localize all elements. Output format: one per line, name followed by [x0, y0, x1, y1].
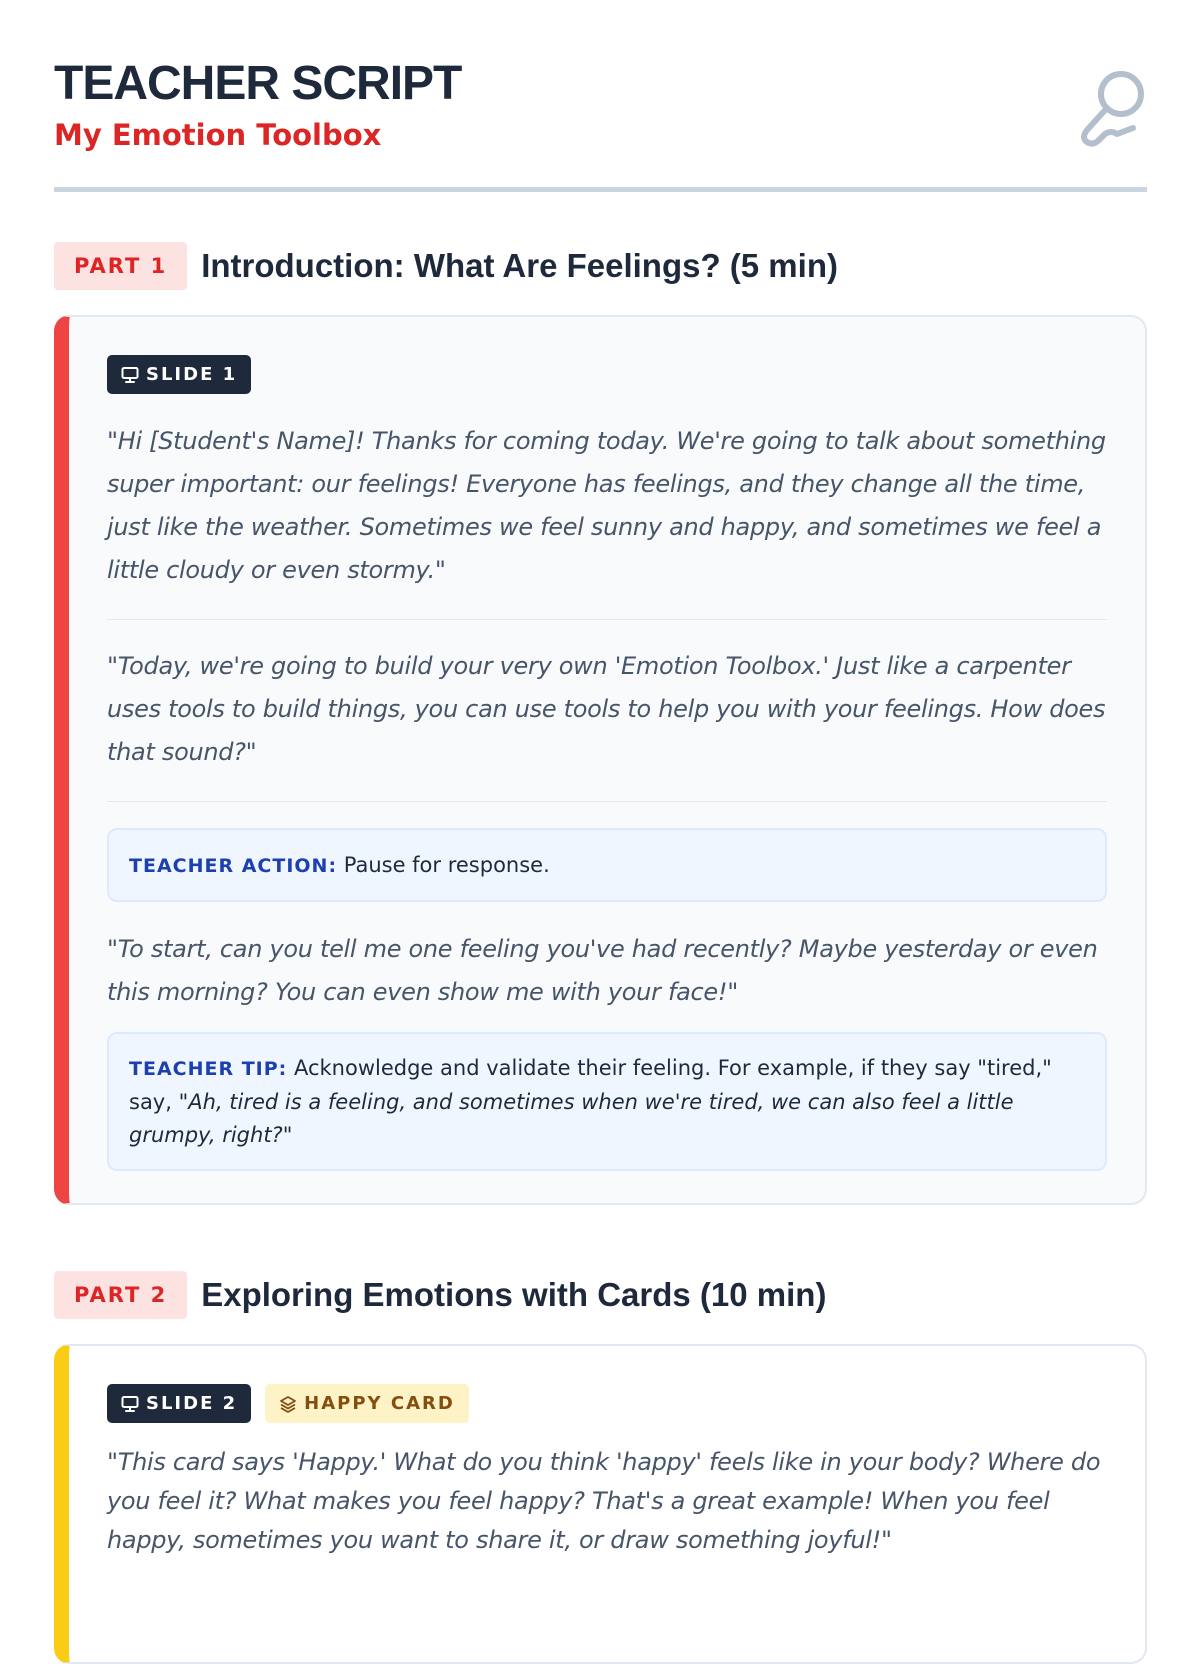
emotion-card-tag: [265, 1384, 469, 1423]
part-badge: PART 1: [54, 242, 187, 290]
page-subtitle: My Emotion Toolbox: [54, 118, 382, 152]
script-card-part-1: [54, 315, 1147, 1205]
teacher-tip-example: "Ah, tired is a feeling, and sometimes when we're tired, we can also feel a little grumpy, right?": [129, 1090, 1014, 1147]
teacher-action-label: TEACHER ACTION:: [129, 855, 338, 877]
slide-label: SLIDE 1: [146, 364, 238, 385]
section-1-header: [54, 242, 838, 290]
page-title: TEACHER SCRIPT: [54, 57, 462, 110]
script-quote: "This card says 'Happy.' What do you think 'happy' feels like in your body? Where do you feel it? What makes you feel happy? That's a great example! When you feel happy, sometimes you want to share it, or draw something joyful!": [107, 1448, 1101, 1554]
page-header: [54, 0, 1147, 192]
slide-tag: [107, 1384, 251, 1423]
teacher-tip-text: Acknowledge and validate their feeling. For example, if they say "tired," say,: [129, 1056, 1052, 1114]
teacher-action-callout: [107, 828, 1107, 902]
divider: [107, 619, 1107, 620]
script-quote: "Hi [Student's Name]! Thanks for coming today. We're going to talk about something super important: our feelings! Everyone has feelings, and they change all the time, just like the weather. Sometimes we feel sunny and happy, and sometimes we feel a little cloudy or even stormy.": [107, 427, 1106, 584]
microphone-icon: [1077, 68, 1147, 148]
teacher-tip-label: TEACHER TIP:: [129, 1058, 288, 1080]
section-2-header: [54, 1271, 826, 1319]
section-title: Exploring Emotions with Cards (10 min): [201, 1276, 827, 1313]
part-badge: PART 2: [54, 1271, 187, 1319]
script-page: [54, 0, 1147, 1554]
card-tags: [107, 1384, 1107, 1423]
monitor-icon: [121, 366, 139, 384]
script-quote: "To start, can you tell me one feeling you've had recently? Maybe yesterday or even this morning? You can even show me with your face!": [107, 935, 1098, 1006]
slide-label: SLIDE 2: [146, 1393, 238, 1414]
emotion-card-label: HAPPY CARD: [304, 1393, 455, 1414]
script-quote: "Today, we're going to build your very own 'Emotion Toolbox.' Just like a carpenter uses tools to build things, you can use tools to help you with your feelings. How does that sound?": [107, 652, 1106, 766]
card-tags: [107, 355, 1107, 394]
layers-icon: [279, 1395, 297, 1413]
section-title: Introduction: What Are Feelings? (5 min): [201, 247, 838, 284]
divider: [107, 801, 1107, 802]
teacher-tip-callout: [107, 1032, 1107, 1171]
slide-tag: [107, 355, 251, 394]
script-card-part-2: [54, 1344, 1147, 1664]
teacher-action-text: Pause for response.: [343, 853, 550, 877]
monitor-icon: [121, 1395, 139, 1413]
